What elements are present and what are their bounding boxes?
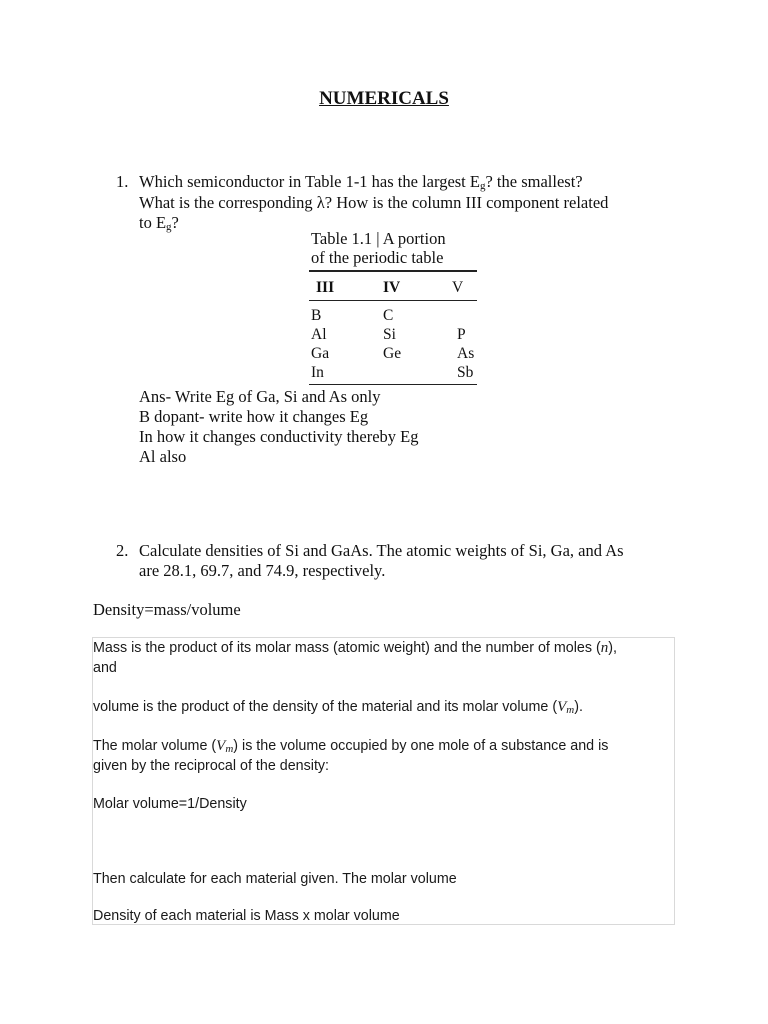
- answer-line: B dopant- write how it changes Eg: [139, 407, 369, 426]
- density-formula: Density=mass/volume: [93, 600, 241, 619]
- question-1-line-3: to Eg?: [139, 213, 179, 233]
- box-paragraph-volume: volume is the product of the density of the material and its molar volume (Vm).: [93, 699, 583, 716]
- table-cell: Al: [311, 326, 327, 343]
- question-1-number: 1.: [116, 172, 129, 191]
- table-cell: P: [457, 326, 466, 343]
- table-caption-line-1: Table 1.1 | A portion: [311, 229, 446, 248]
- box-molar-volume-formula: Molar volume=1/Density: [93, 796, 247, 812]
- table-cell: Sb: [457, 364, 474, 381]
- box-paragraph-density: Density of each material is Mass x molar volume: [93, 908, 400, 924]
- table-header-v: V: [452, 279, 464, 296]
- table-cell: Ga: [311, 345, 330, 362]
- table-header-iv: IV: [383, 279, 401, 296]
- table-cell: As: [457, 345, 475, 362]
- table-cell: B: [311, 307, 322, 324]
- table-header-iii: III: [316, 279, 335, 296]
- question-1-line-1: Which semiconductor in Table 1-1 has the largest Eg? the smallest?: [139, 172, 583, 192]
- box-paragraph-mass-cont: and: [93, 660, 117, 676]
- table-caption-line-2: of the periodic table: [311, 248, 444, 267]
- table-cell: Si: [383, 326, 396, 343]
- table-cell: C: [383, 307, 394, 324]
- question-1-line-2: What is the corresponding λ? How is the column III component related: [139, 193, 609, 212]
- answer-line: Ans- Write Eg of Ga, Si and As only: [139, 387, 381, 406]
- box-paragraph-mass: Mass is the product of its molar mass (atomic weight) and the number of moles (n),: [93, 640, 617, 656]
- table-header-rule: [309, 300, 477, 301]
- table-bottom-rule: [309, 384, 477, 385]
- box-paragraph-molar-volume: The molar volume (Vm) is the volume occupied by one mole of a substance and is: [93, 738, 609, 755]
- question-2-number: 2.: [116, 541, 129, 560]
- question-2-line-2: are 28.1, 69.7, and 74.9, respectively.: [139, 561, 386, 580]
- box-paragraph-molar-volume-cont: given by the reciprocal of the density:: [93, 758, 330, 774]
- table-cell: In: [311, 364, 324, 381]
- answer-line: In how it changes conductivity thereby Eg: [139, 427, 419, 446]
- answer-line: Al also: [139, 447, 187, 466]
- table-cell: Ge: [383, 345, 402, 362]
- table-top-rule: [309, 270, 477, 272]
- question-2-line-1: Calculate densities of Si and GaAs. The atomic weights of Si, Ga, and As: [139, 541, 624, 560]
- box-paragraph-calculate: Then calculate for each material given. The molar volume: [93, 871, 457, 887]
- page-title: NUMERICALS: [319, 88, 449, 109]
